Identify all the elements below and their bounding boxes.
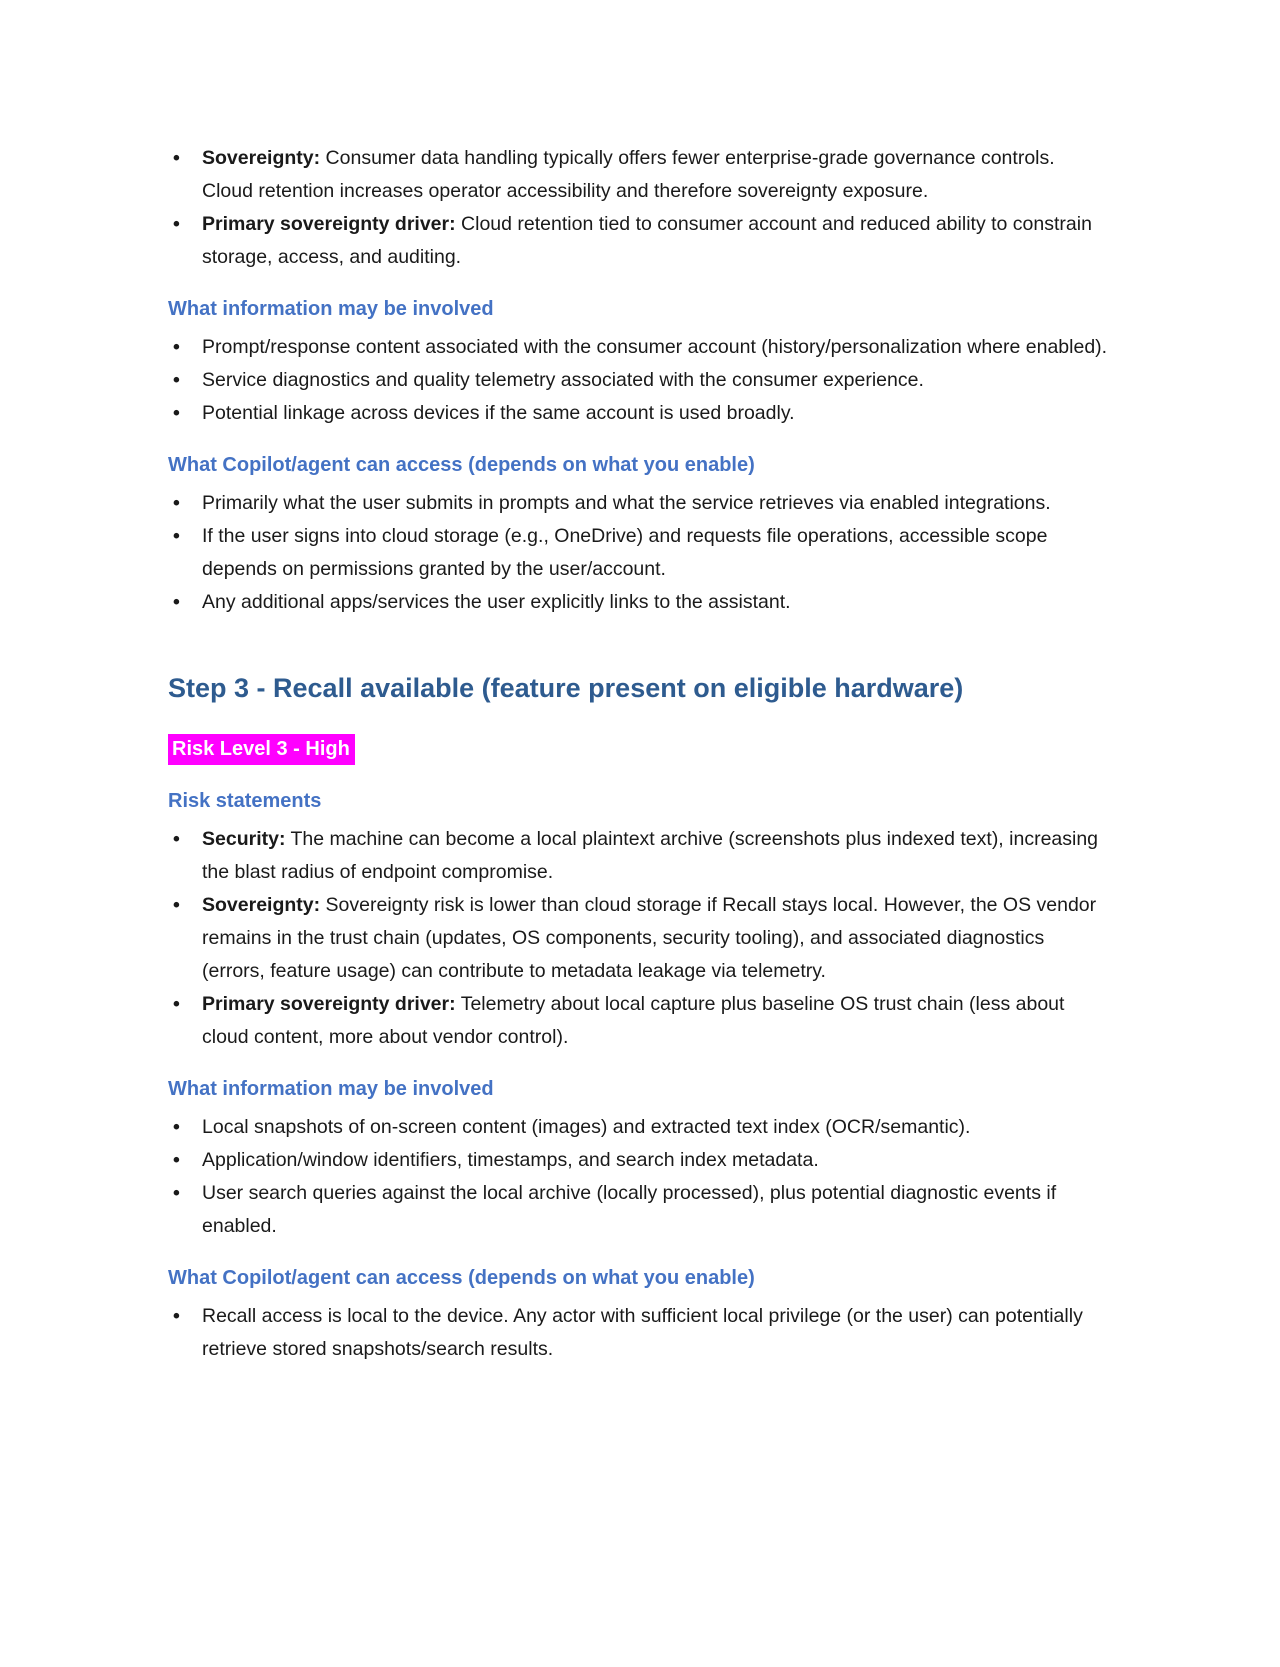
bullet-lead: Sovereignty: [202, 147, 321, 169]
bullet-item [168, 823, 1108, 889]
bullet-item [168, 1111, 1108, 1144]
bullet-list-access-2 [168, 1300, 1108, 1366]
bullet-item [168, 331, 1108, 364]
bullet-lead: Primary sovereignty driver: [202, 993, 456, 1015]
bullet-text: Sovereignty risk is lower than cloud storage if Recall stays local. However, the OS vendor remains in the trust chain (updates, OS components, security tooling), and associated diagnostics (errors, feature usage) can contribute to metadata leakage via telemetry. [202, 894, 1097, 982]
bullet-text: User search queries against the local archive (locally processed), plus potential diagnostic events if enabled. [202, 1182, 1057, 1237]
bullet-item [168, 208, 1108, 274]
bullet-list-information-2 [168, 1111, 1108, 1243]
bullet-list-information-1 [168, 331, 1108, 430]
bullet-text: Cloud retention tied to consumer account and reduced ability to constrain storage, access, and auditing. [202, 213, 1092, 268]
bullet-item [168, 889, 1108, 988]
bullet-item [168, 142, 1108, 208]
heading-risk-statements: Risk statements [168, 790, 322, 812]
bullet-text: Recall access is local to the device. Any actor with sufficient local privilege (or the user) can potentially retrieve stored snapshots/search results. [202, 1305, 1083, 1360]
heading-what-information-2: What information may be involved [168, 1078, 494, 1100]
bullet-lead: Sovereignty: [202, 894, 321, 916]
bullet-text: Application/window identifiers, timestamps, and search index metadata. [202, 1149, 819, 1171]
bullet-text: Potential linkage across devices if the same account is used broadly. [202, 402, 795, 424]
bullet-list-sovereignty [168, 142, 1108, 274]
bullet-text: Telemetry about local capture plus baseline OS trust chain (less about cloud content, more about vendor control). [202, 993, 1065, 1048]
bullet-text: If the user signs into cloud storage (e.g., OneDrive) and requests file operations, accessible scope depends on permissions granted by the user/account. [202, 525, 1048, 580]
bullet-item [168, 520, 1108, 586]
bullet-text: The machine can become a local plaintext archive (screenshots plus indexed text), increasing the blast radius of endpoint compromise. [202, 828, 1099, 883]
bullet-item [168, 586, 1108, 619]
heading-copilot-access-2: What Copilot/agent can access (depends on what you enable) [168, 1267, 755, 1289]
bullet-text: Local snapshots of on-screen content (images) and extracted text index (OCR/semantic). [202, 1116, 971, 1138]
bullet-text: Any additional apps/services the user explicitly links to the assistant. [202, 591, 791, 613]
bullet-item [168, 988, 1108, 1054]
bullet-text: Service diagnostics and quality telemetry associated with the consumer experience. [202, 369, 924, 391]
heading-copilot-access-1: What Copilot/agent can access (depends on what you enable) [168, 454, 755, 476]
risk-level-badge: Risk Level 3 - High [168, 734, 355, 765]
bullet-text: Prompt/response content associated with the consumer account (history/personalization where enabled). [202, 336, 1108, 358]
bullet-lead: Primary sovereignty driver: [202, 213, 456, 235]
step-3-heading: Step 3 - Recall available (feature present on eligible hardware) [168, 673, 964, 703]
bullet-list-access-1 [168, 487, 1108, 619]
bullet-item [168, 397, 1108, 430]
bullet-list-risk-statements [168, 823, 1108, 1054]
bullet-text: Primarily what the user submits in prompts and what the service retrieves via enabled integrations. [202, 492, 1051, 514]
heading-what-information-1: What information may be involved [168, 298, 494, 320]
bullet-item [168, 1144, 1108, 1177]
bullet-item [168, 487, 1108, 520]
risk-level-row [168, 733, 1108, 766]
bullet-item [168, 364, 1108, 397]
bullet-item [168, 1300, 1108, 1366]
bullet-lead: Security: [202, 828, 286, 850]
bullet-item [168, 1177, 1108, 1243]
document-content [168, 142, 1108, 1366]
bullet-text: Consumer data handling typically offers fewer enterprise-grade governance controls. Cloud retention increases operator accessibility and therefore sovereignty exposure. [202, 147, 1055, 202]
